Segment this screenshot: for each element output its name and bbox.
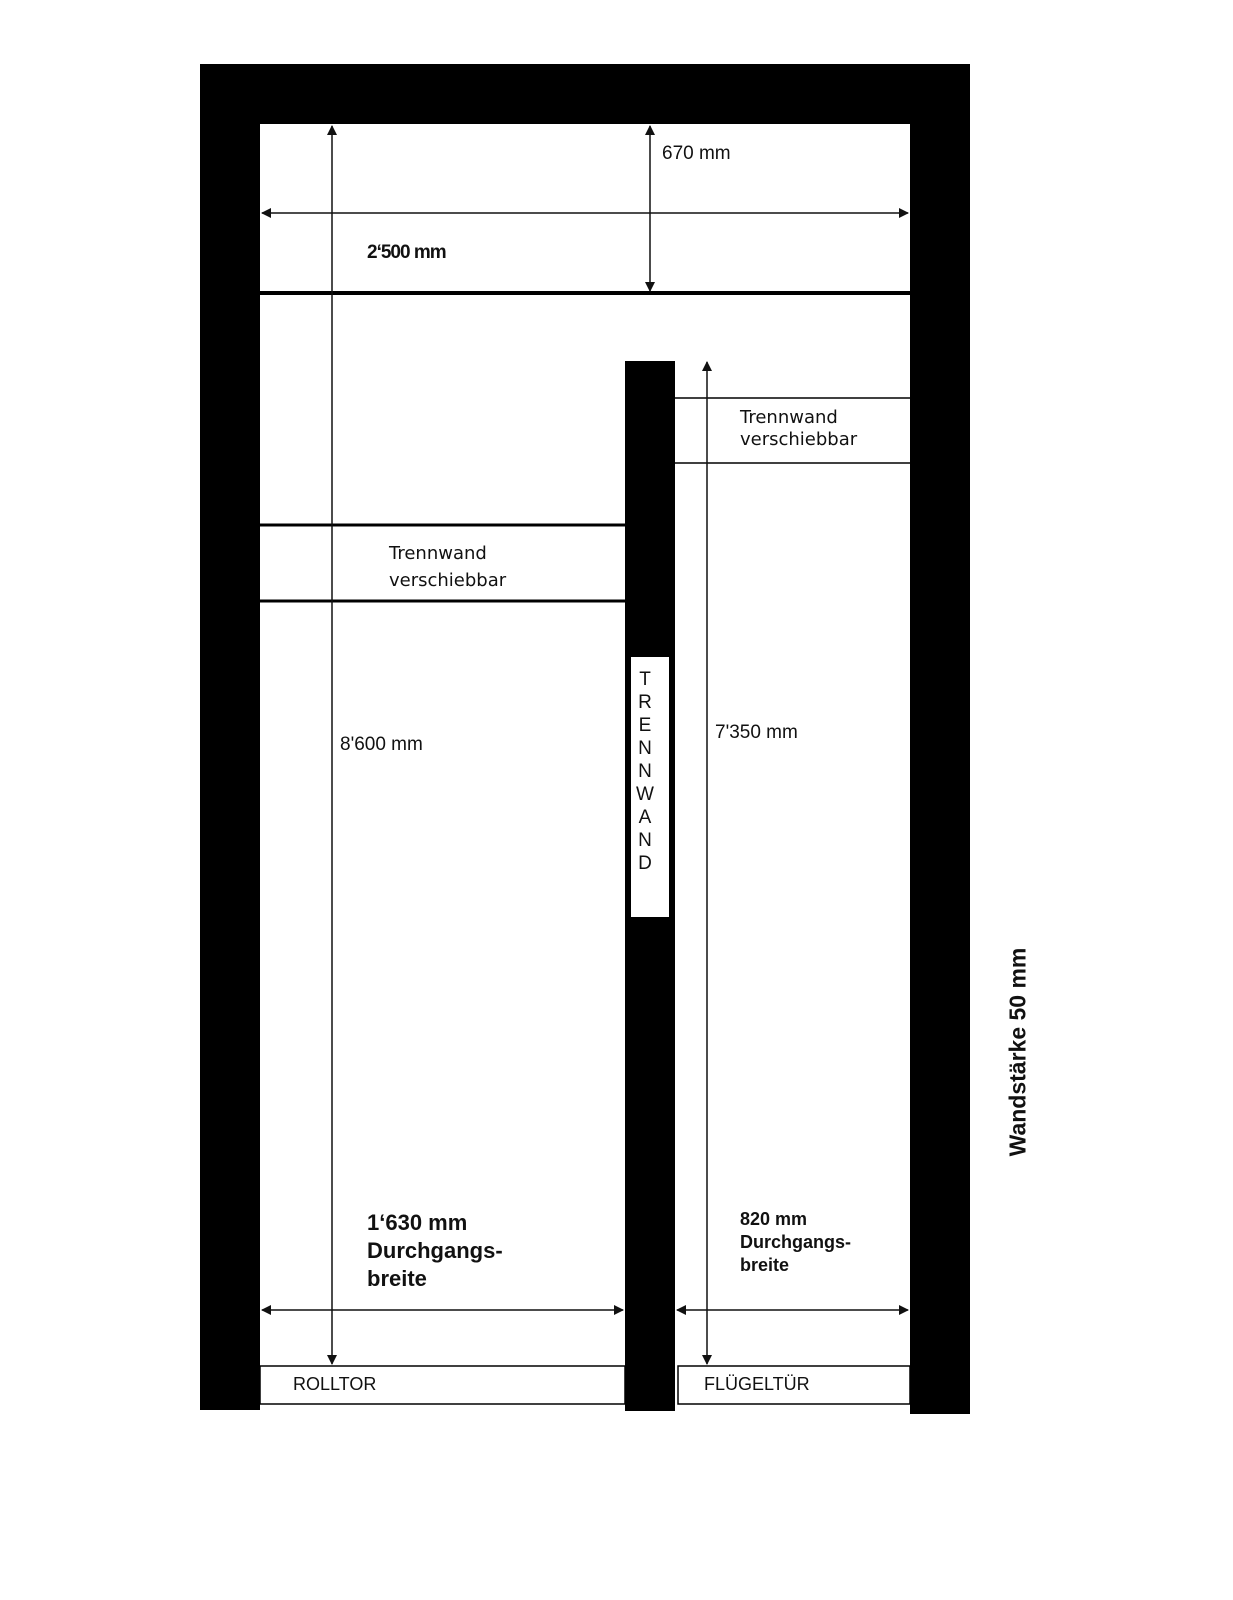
- left-movable-partition-note: [389, 543, 506, 592]
- center-letter: N: [638, 830, 652, 851]
- total-width-label: 2‘500 mm: [367, 242, 446, 263]
- center-letter: T: [639, 669, 651, 690]
- left-passage-width-value: 1‘630 mm: [367, 1210, 468, 1235]
- right-partition-note-line1: Trennwand: [740, 407, 838, 428]
- right-movable-partition-note: [740, 407, 857, 451]
- center-letter: N: [638, 738, 652, 759]
- center-letter: W: [636, 784, 654, 805]
- right-partition-note-line2: verschiebbar: [740, 429, 858, 450]
- left-partition-note-line1: Trennwand: [389, 543, 487, 564]
- wall-thickness-label: Wandstärke 50 mm: [1004, 947, 1031, 1157]
- center-letter: E: [638, 715, 652, 736]
- right-passage-width-line3: breite: [740, 1255, 790, 1275]
- center-letter: D: [638, 853, 652, 874]
- center-partition-label: [632, 668, 658, 875]
- center-letter: A: [638, 807, 652, 828]
- top-clearance-label: 670 mm: [662, 143, 731, 164]
- fluegeltuer-door-label: FLÜGELTÜR: [704, 1374, 810, 1394]
- right-passage-width-value: 820 mm: [740, 1209, 808, 1229]
- left-passage-width-line3: breite: [367, 1266, 427, 1291]
- outer-wall-top: [200, 64, 970, 124]
- right-passage-width-line2: Durchgangs-: [740, 1232, 852, 1252]
- rolltor-door-label: ROLLTOR: [293, 1374, 377, 1394]
- center-letter: R: [638, 692, 652, 713]
- left-passage-width-label: [367, 1209, 503, 1293]
- left-height-label: 8'600 mm: [340, 734, 423, 755]
- left-passage-width-line2: Durchgangs-: [367, 1238, 503, 1263]
- outer-wall-right: [910, 64, 970, 1414]
- outer-wall-left: [200, 64, 260, 1410]
- right-passage-width-label: [740, 1208, 851, 1277]
- right-height-label: 7'350 mm: [715, 722, 798, 743]
- left-partition-note-line2: verschiebbar: [389, 570, 507, 591]
- center-letter: N: [638, 761, 652, 782]
